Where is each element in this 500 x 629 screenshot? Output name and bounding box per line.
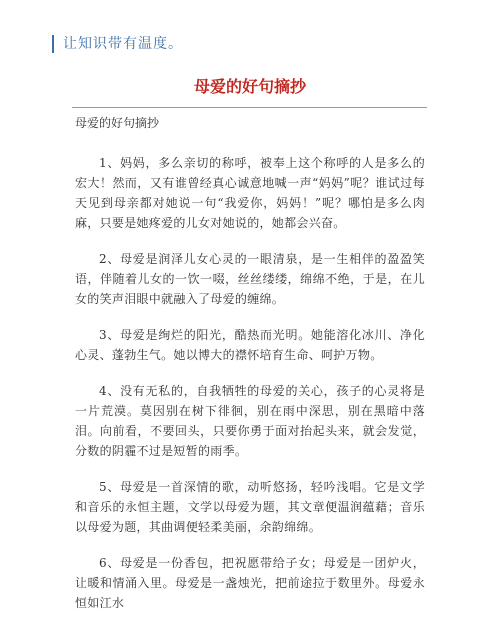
paragraph-2: 2、母爱是润泽儿女心灵的一眼清泉，是一生相伴的盈盈笑语，伴随着儿女的一饮一啜，丝丝缕缕，绵绵不绝，于是，在儿女的笑声泪眼中就融入了母爱的缠绵。 <box>75 252 425 306</box>
site-banner <box>52 34 183 54</box>
paragraph-1: 1、妈妈，多么亲切的称呼，被奉上这个称呼的人是多么的宏大！然而，又有谁曾经真心诚意地喊一声“妈妈”呢？谁试过每天见到母亲都对她说一句“我爱你，妈妈！”呢？哪怕是多么肉麻，只要是她疼爱的儿女对她说的，她都会兴奋。 <box>75 156 425 230</box>
document-body <box>75 113 425 629</box>
paragraph-5: 5、母爱是一首深情的歌，动听悠扬，轻吟浅唱。它是文学和音乐的永恒主题，文学以母爱为题，其文章便温润蕴藉；音乐以母爱为题，其曲调便轻柔美丽，余韵绵绵。 <box>75 480 425 534</box>
document-subtitle: 母爱的好句摘抄 <box>75 116 160 130</box>
title-divider <box>72 107 427 108</box>
paragraph-3: 3、母爱是绚烂的阳光，酷热而光明。她能溶化冰川、净化心灵、蓬勃生气。她以博大的襟怀培育生命、呵护万物。 <box>75 328 425 362</box>
paragraph-6: 6、母爱是一份香包，把祝愿带给子女；母爱是一团炉火，让暖和情涌入里。母爱是一盏烛光，把前途拉于数里外。母爱永恒如江水 <box>75 556 425 610</box>
banner-slogan: 让知识带有温度。 <box>63 36 183 52</box>
banner-accent-bar <box>52 35 54 53</box>
document-title: 母爱的好句摘抄 <box>193 77 306 96</box>
paragraph-4: 4、没有无私的，自我牺牲的母爱的关心，孩子的心灵将是一片荒漠。莫因别在树下徘徊，别在雨中深思，别在黑暗中落泪。向前看，不要回头，只要你勇于面对抬起头来，就会发觉，分数的阴霾不过是短暂的雨季。 <box>75 384 425 458</box>
